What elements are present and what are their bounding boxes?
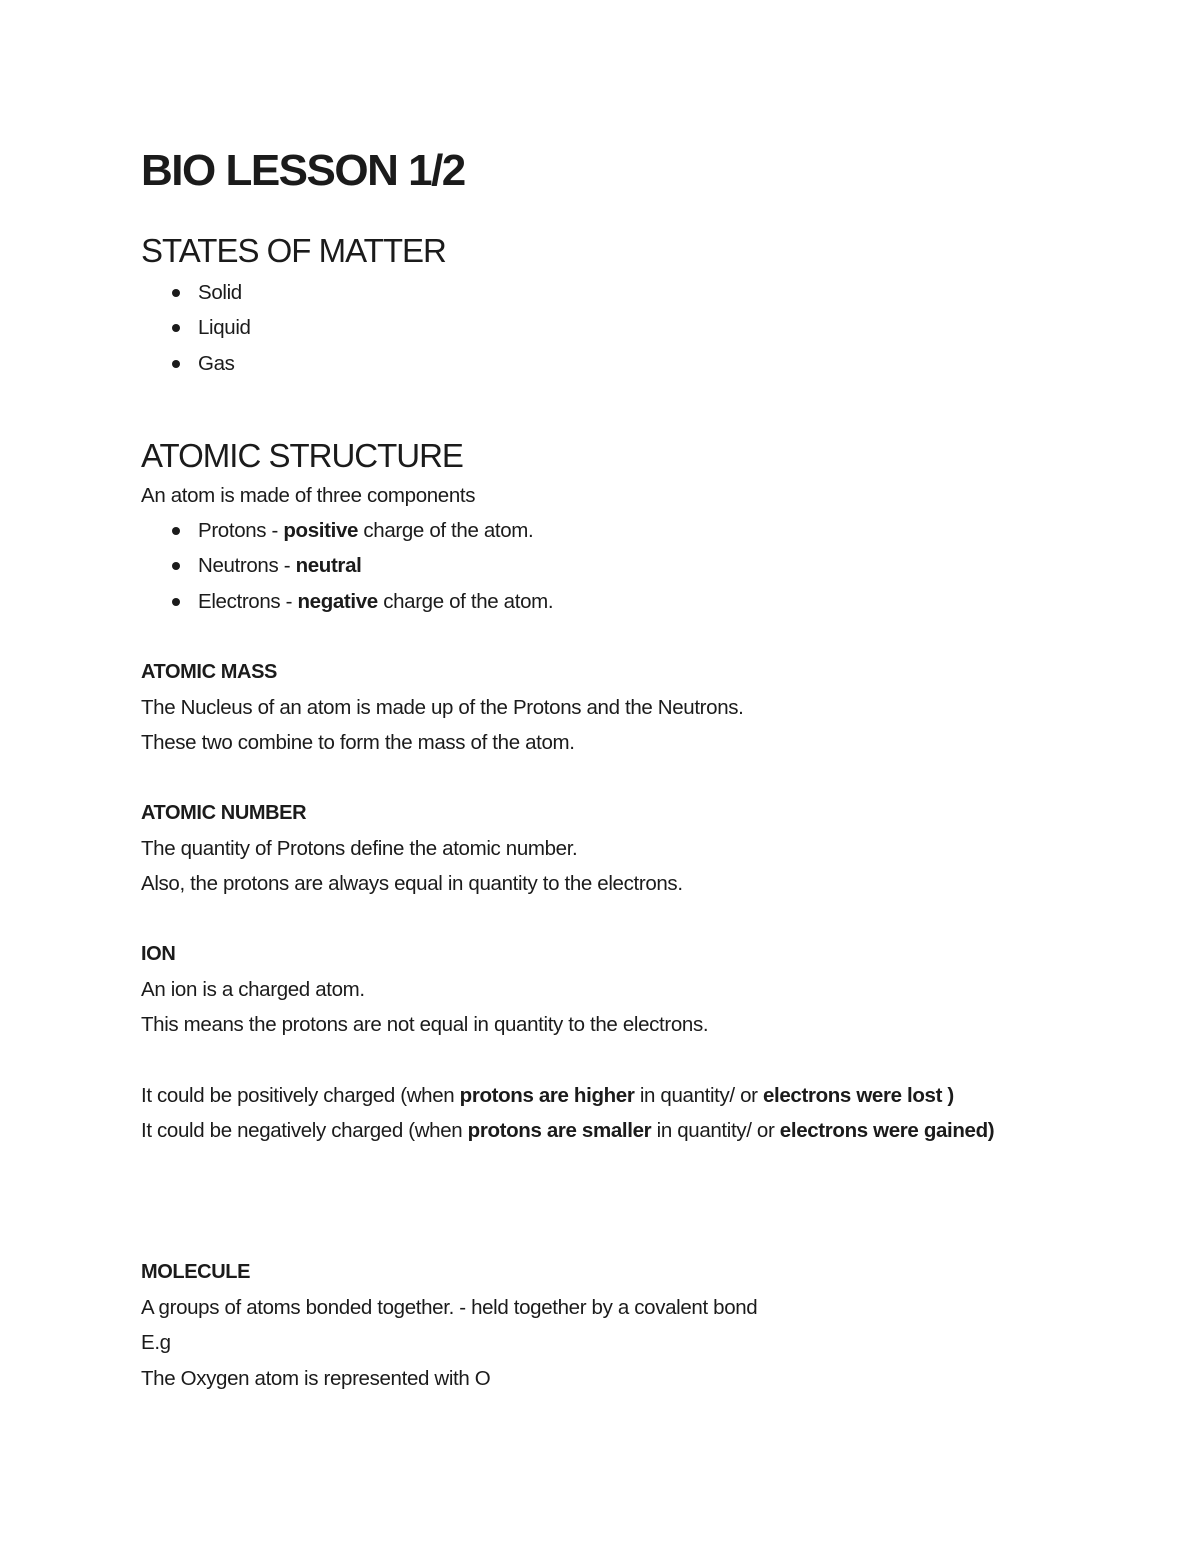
bullet-icon [172,324,180,332]
atomic-mass-heading: ATOMIC MASS [141,661,277,683]
molecule-heading: MOLECULE [141,1261,251,1283]
atomic-structure-intro: An atom is made of three components [141,484,476,507]
list-item: Gas [141,346,251,381]
list-item: Neutrons - neutral [141,548,553,583]
atomic-number-text: The quantity of Protons define the atomic number. Also, the protons are always equal in quantity to the electrons. [141,837,683,896]
molecule-text: A groups of atoms bonded together. - held together by a covalent bond E.g The Oxygen atom is represented with O [141,1296,758,1390]
atomic-mass-text: The Nucleus of an atom is made up of the Protons and the Neutrons. These two combine to form the mass of the atom. [141,696,744,755]
bullet-icon [172,360,180,368]
list-item: Electrons - negative charge of the atom. [141,584,553,619]
bullet-icon [172,562,180,570]
positive-charge-line: It could be positively charged (when protons are higher in quantity/ or electrons were lost ) [141,1084,954,1107]
atom-components-list [141,513,553,619]
atomic-number-heading: ATOMIC NUMBER [141,802,307,824]
states-of-matter-heading: STATES OF MATTER [141,232,446,269]
ion-heading: ION [141,943,176,965]
negative-charge-line: It could be negatively charged (when protons are smaller in quantity/ or electrons were gained) [141,1119,995,1143]
ion-text: An ion is a charged atom. This means the protons are not equal in quantity to the electrons. [141,978,709,1037]
bullet-icon [172,289,180,297]
list-item: Solid [141,275,251,310]
bullet-icon [172,598,180,606]
states-list [141,275,251,381]
list-item: Protons - positive charge of the atom. [141,513,553,548]
bullet-icon [172,527,180,535]
atomic-structure-heading: ATOMIC STRUCTURE [141,437,463,474]
ion-charge-text [141,1078,1041,1149]
document-title: BIO LESSON 1/2 [141,146,465,195]
list-item: Liquid [141,310,251,345]
